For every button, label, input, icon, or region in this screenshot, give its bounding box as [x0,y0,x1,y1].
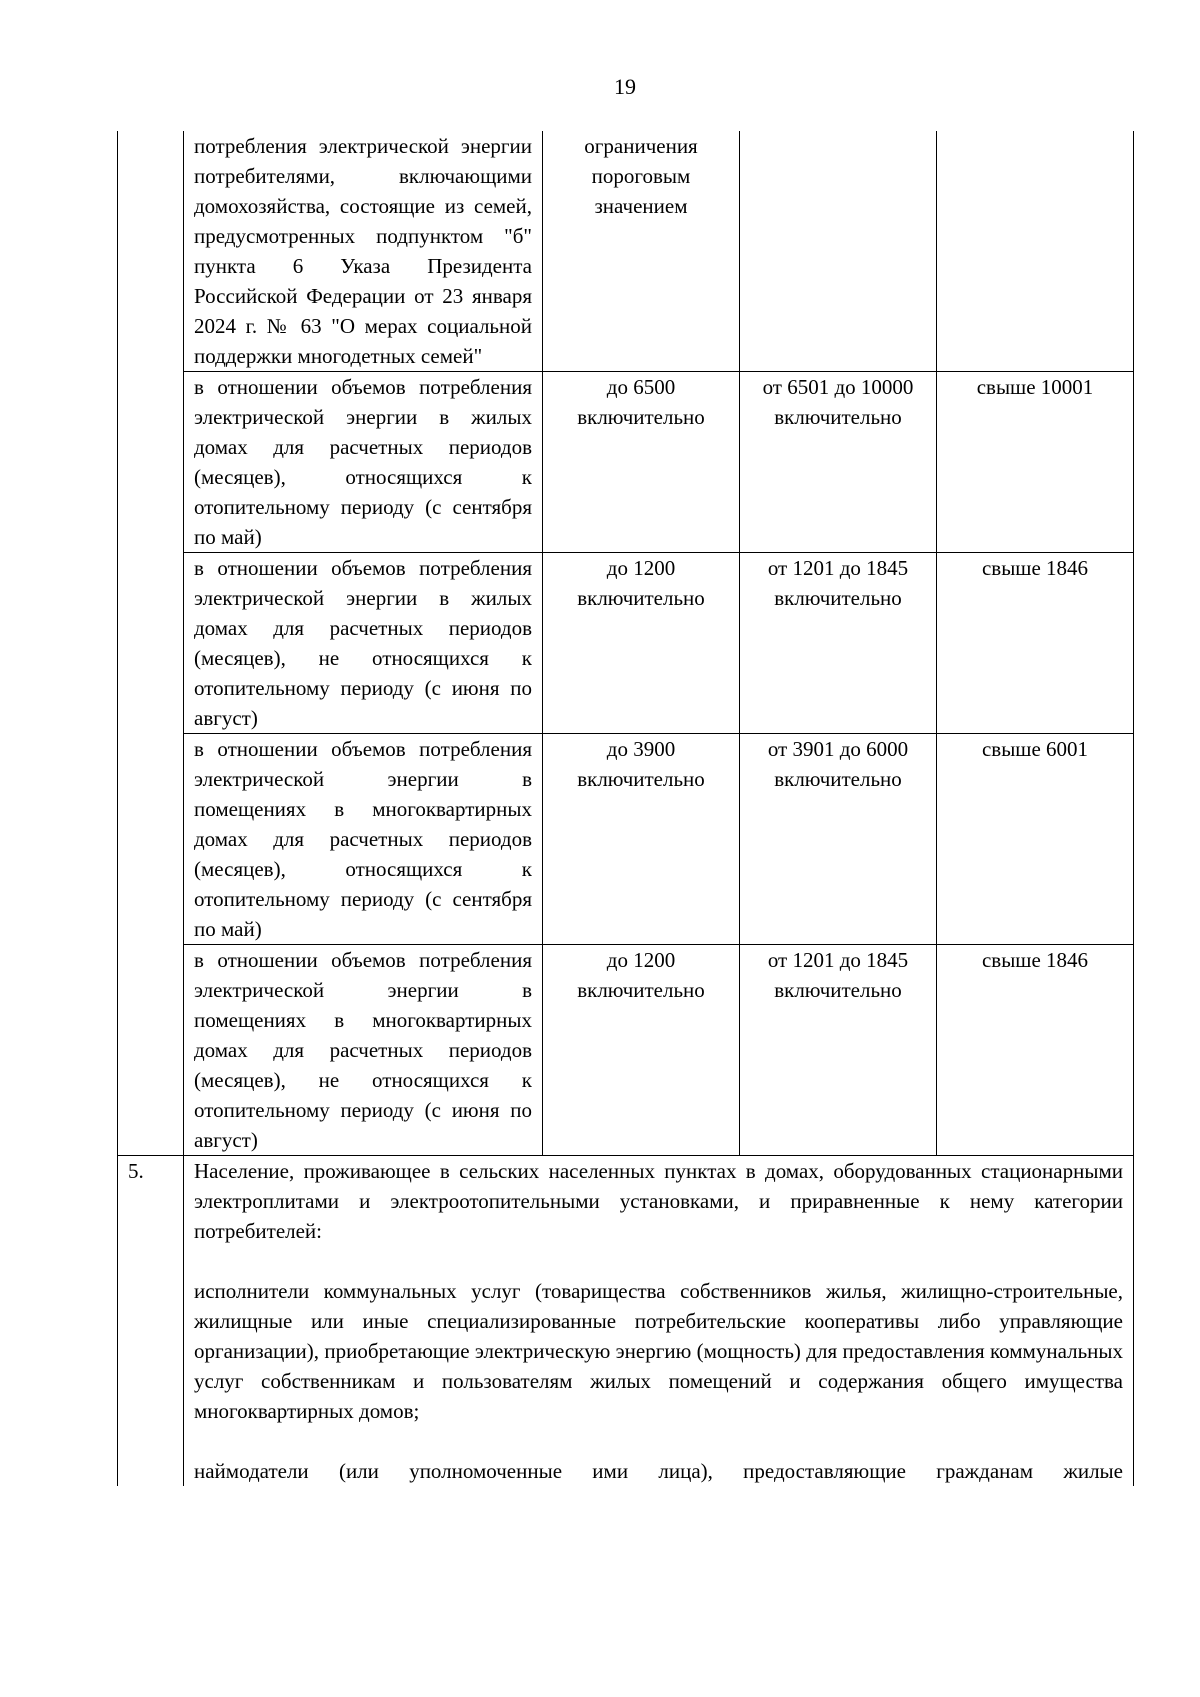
threshold-cell: до 1200 включительно [543,553,740,734]
section-paragraph: исполнители коммунальных услуг (товарищества собственников жилья, жилищно-строительные, жилищные или иные специализированные потребительские кооперативы либо управляющие организации), приобретающие электрическую энергию (мощность) для предоставления коммунальных услуг собственникам и пользователям жилых помещений и содержания общего имущества многоквартирных домов; [194,1279,1123,1423]
table-row [118,372,1134,553]
range-cell: от 1201 до 1845 включительно [740,945,937,1156]
row-description: в отношении объемов потребления электрической энергии в помещениях в многоквартирных домах для расчетных периодов (месяцев), не относящихся к отопительному периоду (с июня по август) [184,945,543,1156]
range-cell: от 6501 до 10000 включительно [740,372,937,553]
above-cell: свыше 10001 [937,372,1134,553]
section-paragraph: Население, проживающее в сельских населенных пунктах в домах, оборудованных стационарными электроплитами и электроотопительными установками, и приравненные к нему категории потребителей: [194,1159,1123,1243]
threshold-cell: до 1200 включительно [543,945,740,1156]
section-row [118,1156,1134,1487]
row-description: в отношении объемов потребления электрической энергии в жилых домах для расчетных периодов (месяцев), относящихся к отопительному периоду (с сентября по май) [184,372,543,553]
table-row [118,553,1134,734]
above-cell: свыше 1846 [937,553,1134,734]
table-row [118,734,1134,945]
threshold-cell: до 3900 включительно [543,734,740,945]
range-cell [740,131,937,372]
section-number: 5. [118,1156,184,1487]
row-description: в отношении объемов потребления электрической энергии в жилых домах для расчетных периодов (месяцев), не относящихся к отопительному периоду (с июня по август) [184,553,543,734]
table-row [118,131,1134,372]
page-number: 19 [614,74,636,99]
section-text-cell [184,1156,1134,1487]
row-description: потребления электрической энергии потребителями, включающими домохозяйства, состоящие из семей, предусмотренных подпунктом "б" пункта 6 Указа Президента Российской Федерации от 23 января 2024 г. № 63 "О мерах социальной поддержки многодетных семей" [184,131,543,372]
threshold-cell: до 6500 включительно [543,372,740,553]
range-cell: от 3901 до 6000 включительно [740,734,937,945]
threshold-cell: ограничения пороговым значением [543,131,740,372]
table-row [118,945,1134,1156]
above-cell [937,131,1134,372]
section-paragraph: наймодатели (или уполномоченные ими лица), предоставляющие гражданам жилые [194,1459,1123,1483]
above-cell: свыше 1846 [937,945,1134,1156]
above-cell: свыше 6001 [937,734,1134,945]
tariff-table [117,131,1134,1486]
range-cell: от 1201 до 1845 включительно [740,553,937,734]
row-description: в отношении объемов потребления электрической энергии в помещениях в многоквартирных домах для расчетных периодов (месяцев), относящихся к отопительному периоду (с сентября по май) [184,734,543,945]
row-number-cell [118,131,184,1156]
